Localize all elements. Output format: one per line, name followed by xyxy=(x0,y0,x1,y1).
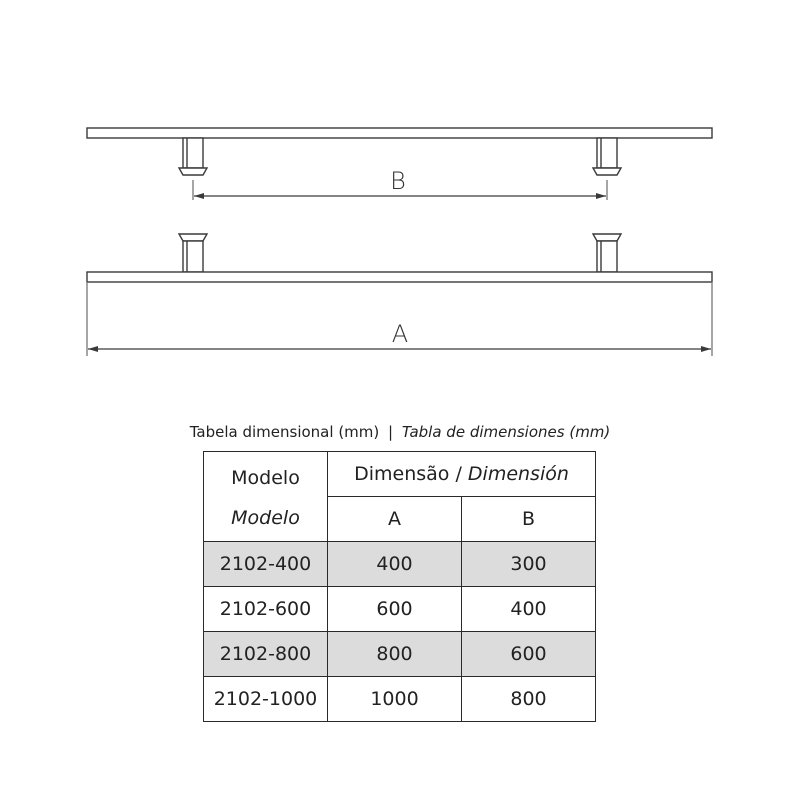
handle-bar-top xyxy=(87,128,712,138)
caption-separator: | xyxy=(388,423,394,441)
row-a: 400 xyxy=(328,542,462,587)
table-row xyxy=(204,677,596,722)
row-b: 800 xyxy=(462,677,596,722)
bottom-view xyxy=(87,234,712,282)
table-caption xyxy=(0,423,800,441)
header-col-a: A xyxy=(328,497,462,542)
row-model: 2102-400 xyxy=(204,542,328,587)
row-a: 1000 xyxy=(328,677,462,722)
row-b: 300 xyxy=(462,542,596,587)
header-dimension xyxy=(328,452,596,497)
caption-pt: Tabela dimensional (mm) xyxy=(189,423,380,441)
header-col-b: B xyxy=(462,497,596,542)
arrow-right-b xyxy=(596,193,606,199)
row-b: 600 xyxy=(462,632,596,677)
row-a: 600 xyxy=(328,587,462,632)
header-dimension-es: Dimensión xyxy=(467,463,569,485)
row-model: 2102-600 xyxy=(204,587,328,632)
arrow-left-a xyxy=(88,346,98,352)
header-model-es: Modelo xyxy=(231,507,300,529)
header-model xyxy=(204,452,328,542)
left-post-top xyxy=(179,138,207,175)
dimension-a-label: A xyxy=(391,320,409,348)
dimension-b-label: B xyxy=(390,167,406,195)
dimension-table xyxy=(203,451,596,722)
table-row xyxy=(204,587,596,632)
row-model: 2102-1000 xyxy=(204,677,328,722)
row-model: 2102-800 xyxy=(204,632,328,677)
row-a: 800 xyxy=(328,632,462,677)
table-row xyxy=(204,632,596,677)
row-b: 400 xyxy=(462,587,596,632)
right-post-top xyxy=(593,138,621,175)
header-dimension-pt: Dimensão / xyxy=(354,463,462,485)
arrow-right-a xyxy=(701,346,711,352)
caption-es: Tabla de dimensiones (mm) xyxy=(401,423,611,441)
handle-bar-bottom xyxy=(87,272,712,282)
table-header-row xyxy=(204,452,596,497)
arrow-left-b xyxy=(194,193,204,199)
right-post-bottom xyxy=(593,234,621,272)
header-model-pt: Modelo xyxy=(231,467,300,489)
left-post-bottom xyxy=(179,234,207,272)
table-row xyxy=(204,542,596,587)
